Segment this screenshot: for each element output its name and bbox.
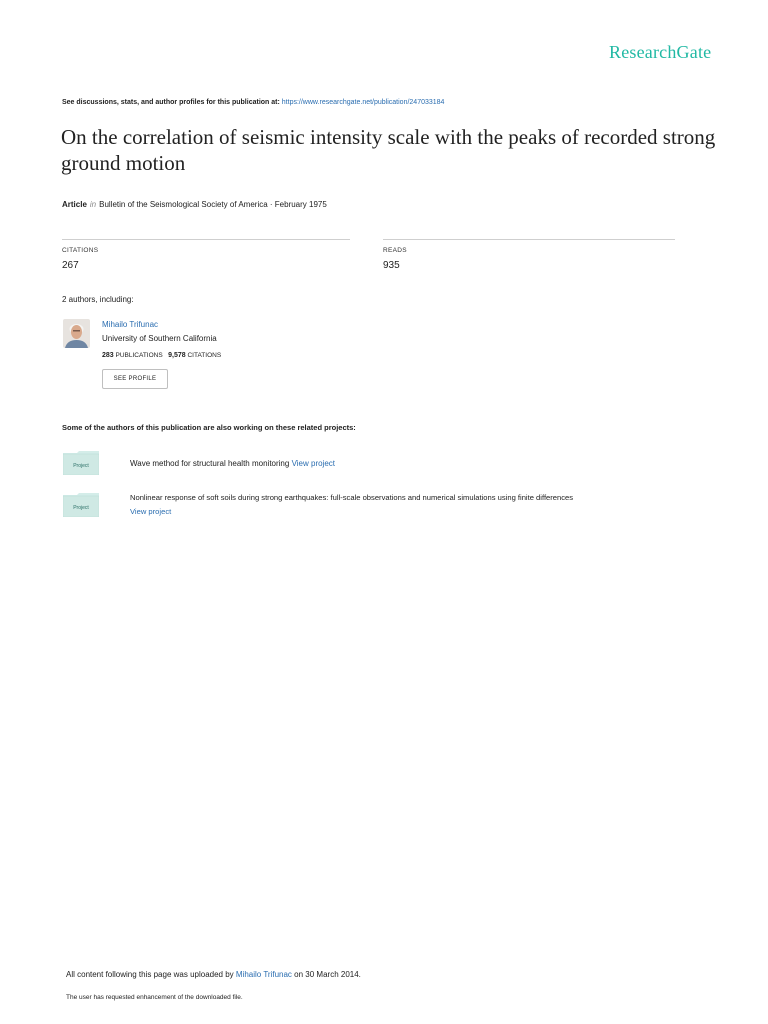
folder-icon [63, 493, 99, 517]
folder-icon [63, 451, 99, 475]
project-title: Wave method for structural health monitoring [130, 459, 290, 468]
project-icon[interactable] [63, 451, 99, 480]
related-projects-heading: Some of the authors of this publication are also working on these related projects: [62, 423, 356, 432]
project-item [130, 493, 740, 516]
reads-value: 935 [383, 260, 400, 271]
author-institution: University of Southern California [102, 334, 217, 343]
author-stats [102, 352, 221, 359]
publication-url-link[interactable]: https://www.researchgate.net/publication/247033184 [281, 99, 445, 106]
authors-count: 2 authors [62, 295, 96, 304]
authors-heading [62, 295, 134, 304]
article-meta [62, 200, 327, 209]
researchgate-logo[interactable]: ResearchGate [609, 42, 712, 62]
reads-divider [383, 239, 675, 240]
discussion-line [62, 99, 444, 106]
upload-suffix: on 30 March 2014. [294, 970, 361, 979]
enhancement-note: The user has requested enhancement of the downloaded file. [66, 994, 243, 1001]
article-in: in [89, 200, 97, 209]
upload-prefix: All content following this page was uploaded by [66, 970, 234, 979]
project-title: Nonlinear response of soft soils during strong earthquakes: full-scale observations and numerical simulations using finite differences [130, 493, 574, 502]
uploader-link[interactable]: Mihailo Trifunac [235, 970, 292, 979]
citations-value: 267 [62, 260, 79, 271]
article-venue: Bulletin of the Seismological Society of America · February 1975 [99, 200, 327, 209]
citations-divider [62, 239, 350, 240]
avatar[interactable] [63, 319, 90, 348]
author-citations-count: 9,578 [168, 352, 186, 359]
article-type: Article [62, 200, 87, 209]
page-title: On the correlation of seismic intensity scale with the peaks of recorded strong ground motion [61, 125, 716, 175]
reads-label: READS [383, 247, 407, 254]
view-project-link[interactable]: View project [291, 459, 336, 468]
project-icon[interactable] [63, 493, 99, 522]
discussion-text: See discussions, stats, and author profiles for this publication at: [62, 99, 280, 106]
author-publications-count: 283 [102, 352, 114, 359]
author-photo-icon [63, 319, 90, 348]
citations-label: CITATIONS [62, 247, 99, 254]
author-citations-label: CITATIONS [187, 352, 222, 359]
author-name-link[interactable]: Mihailo Trifunac [102, 320, 159, 329]
project-item [130, 459, 335, 468]
view-project-link[interactable]: View project [130, 507, 172, 516]
author-publications-label: PUBLICATIONS [115, 352, 163, 359]
project-icon-label: Project [73, 463, 89, 469]
see-profile-button[interactable]: SEE PROFILE [102, 369, 168, 389]
authors-suffix: , including: [95, 295, 134, 304]
upload-note [66, 970, 361, 979]
project-icon-label: Project [73, 505, 89, 511]
